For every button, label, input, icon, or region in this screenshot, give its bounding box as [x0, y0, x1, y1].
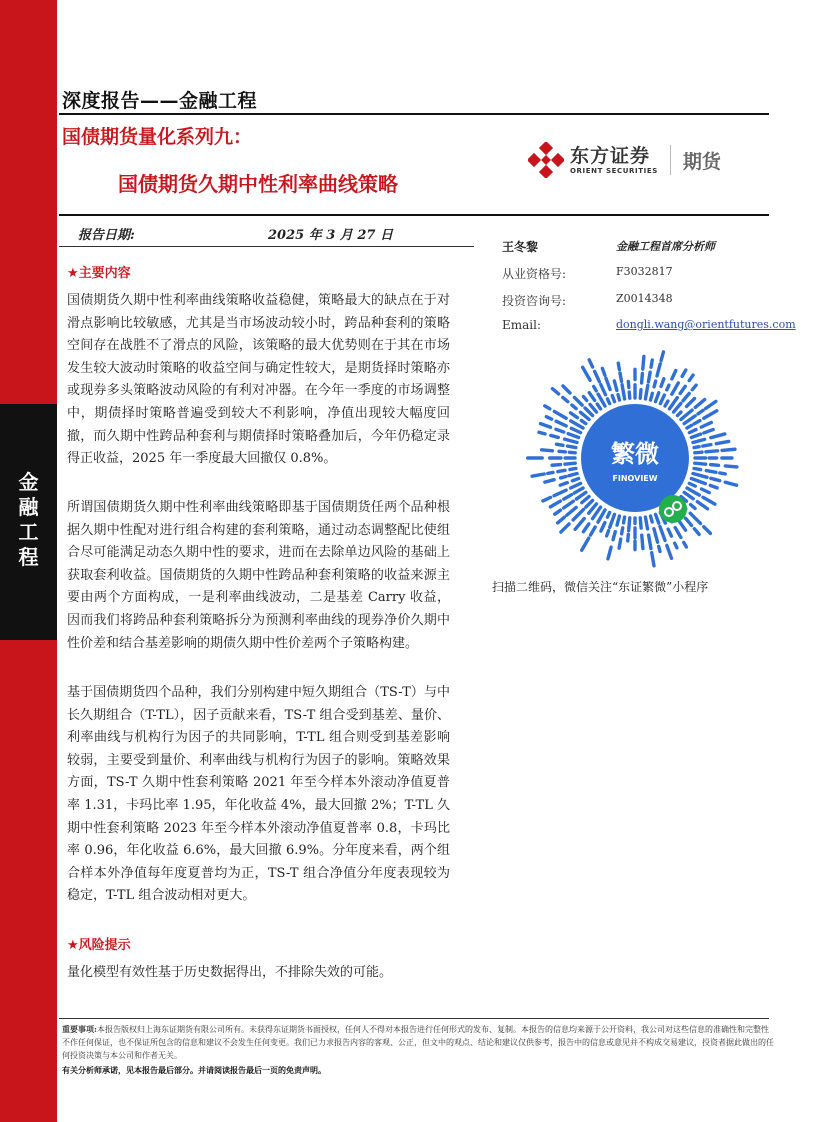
qr-ray [704, 411, 717, 418]
disclaimer [62, 1023, 774, 1062]
qr-ray [620, 373, 621, 381]
series-title: 国债期货量化系列九： [62, 126, 253, 148]
qr-ray [554, 490, 566, 496]
qr-ray [554, 411, 566, 418]
qr-ray [589, 393, 594, 401]
qr-ray [571, 413, 578, 418]
qr-ray [706, 401, 716, 408]
qr-ray [660, 526, 665, 540]
qr-ray [725, 466, 737, 467]
qr-ray [613, 532, 615, 540]
qr-ray [694, 421, 700, 424]
qr-ray [668, 529, 671, 536]
sidebar-category-label [0, 470, 57, 570]
disclaimer-text: 本报告版权归上海东证期货有限公司所有。未获得东证期货书面授权，任何人不得对本报告进行任何形式的发布、复制。本报告的信息均来源于公开资料，我公司对这些信息的准确性和完整性不作任何保证，也不保证所包含的信息和建议不会发生任何变更。我们已力求报告内容的客观、公正，但文中的观点、结论和建议仅供参考，报告中的信息或意见并不构成交易建议，投资者据此做出的任何投资决策与本公司和作者无关。 [62, 1025, 774, 1060]
qr-ray [568, 446, 576, 447]
qr-ray [532, 474, 544, 476]
qr-ray [582, 497, 589, 503]
divider [59, 214, 769, 216]
qr-ray [558, 470, 565, 471]
qr-ray [546, 417, 551, 419]
qr-ray [552, 389, 558, 394]
qr-ray [698, 410, 703, 414]
qr-ray [539, 432, 545, 434]
qr-ray [545, 406, 550, 409]
author-title: 金融工程首席分析师 [616, 240, 715, 253]
sidebar-char: 融 [18, 495, 39, 519]
qr-ray [590, 404, 596, 412]
qr-ray [561, 524, 569, 532]
report-date-label: 报告日期: [78, 228, 135, 243]
qr-ray [575, 518, 584, 529]
qr-ray [694, 447, 699, 448]
qr-ray [704, 527, 711, 534]
qr-ray [570, 468, 576, 469]
qr-ray [617, 516, 619, 525]
qr-ray [628, 382, 629, 388]
qr-ray [545, 480, 554, 482]
qr-ray [571, 483, 581, 488]
sidebar-char: 程 [18, 545, 39, 569]
qr-ray [682, 370, 686, 376]
qr-ray [711, 434, 725, 438]
qr-ray [656, 393, 659, 402]
qr-ray [564, 495, 572, 499]
qr-ray [691, 479, 705, 484]
qr-ray [654, 529, 658, 542]
qr-ray [565, 463, 575, 464]
qr-ray [612, 396, 614, 402]
qr-ray [675, 528, 681, 538]
qr-ray [581, 412, 590, 419]
qr-ray [595, 371, 600, 381]
qr-ray [622, 528, 623, 534]
qr-ray [702, 489, 710, 493]
qr-ray [552, 465, 560, 466]
qr-ray [648, 372, 650, 382]
qr-ray [594, 386, 597, 390]
qr-ray [563, 397, 568, 401]
qr-ray [661, 352, 663, 361]
qr-ray [550, 501, 560, 507]
report-type: 深度报告——金融工程 [62, 90, 258, 112]
qr-ray [568, 434, 578, 438]
qr-ray [689, 483, 695, 486]
qr-ray [711, 478, 720, 480]
qr-ray [657, 364, 660, 376]
qr-ray [628, 534, 629, 541]
logo-name-en: ORIENT SECURITIES [570, 167, 658, 175]
qr-ray [589, 360, 592, 367]
qr-ray [548, 472, 553, 473]
orient-logo-icon [528, 142, 564, 178]
qr-ray [574, 488, 583, 493]
qr-ray [649, 535, 651, 548]
main-content-heading: ★主要内容 [67, 266, 131, 281]
qr-ray [583, 367, 590, 380]
qr-ray [694, 468, 700, 469]
company-logo [528, 142, 721, 178]
qr-ray [722, 449, 735, 450]
paragraph: 国债期货久期中性利率曲线策略收益稳健，策略最大的缺点在于对滑点影响比较敏感，尤其是当市场波动较小时，跨品种套利的策略空间存在战胜不了滑点的风险，该策略的最大优势则在于其在市场发生较大波动时策略的收益空间与确定性较大，是期货择时策略亦或现券多头策略波动风险的有利对冲器。在今年一季度的市场调整中，期债择时策略普遍受到较大不利影响，净值出现较大幅度回撤，而久期中性跨品种套利与期债择时策略叠加后，今年仍稳定录得正收益，2025 年一季度最大回撤仅 0.8%。 [67, 293, 450, 467]
qr-ray [701, 422, 711, 427]
qr-ray [573, 509, 583, 519]
consulting-label: 投资咨询号: [502, 294, 567, 308]
qr-ray [602, 368, 605, 375]
paragraph: 基于国债期货四个品种，我们分别构建中短久期组合（TS-T）与中长久期组合（T-TL），因子贡献来看，TS-T 组合受到基差、量价、利率曲线与机构行为因子的共同影响，T-TL 组合则受到基差影响较弱，主要受到量价、利率曲线与机构行为因子的影响。策略效果方面，TS-T 久期中性套利策略 2021 年至今样本外滚动净值夏普率 1.31，卡玛比率 1.95，年化收益 4%，最大回撤 2%；T-TL 久期中性套利策略 2023 年至今样本外滚动净值夏普率 0.8，卡玛比率 0.96，年化收益 6.6%，最大回撤 6.9%。分年度来看，两个组合样本外净值每年度夏普均为正，TS-T 组合净值分年度表现较为稳定，T-TL 组合波动相对更大。 [67, 685, 450, 904]
qr-ray [695, 463, 706, 464]
qualification-number: F3032817 [616, 265, 673, 278]
qr-ray [667, 385, 669, 390]
qr-ray [643, 356, 644, 369]
qr-center-text: 繁微 [611, 440, 659, 468]
qr-ray [703, 497, 715, 504]
qr-ray [689, 430, 696, 433]
qr-center-sub: FINOVIEW [612, 474, 658, 483]
qr-ray [693, 474, 707, 478]
qr-ray [565, 439, 577, 442]
qr-ray [607, 399, 609, 404]
qr-ray [640, 518, 641, 528]
qr-ray [564, 501, 574, 508]
qr-ray [656, 514, 659, 523]
qr-ray [665, 401, 668, 406]
qr-ray [591, 527, 596, 535]
qr-ray [661, 379, 664, 387]
qr-ray [689, 375, 693, 380]
sidebar-char: 工 [18, 520, 39, 544]
qr-ray [659, 546, 660, 551]
qr-ray [642, 535, 643, 548]
qr-ray [614, 381, 617, 391]
qr-ray [551, 435, 558, 437]
divider [59, 113, 769, 115]
sidebar-red-top [0, 0, 57, 404]
qr-ray [675, 543, 677, 548]
qr-ray [622, 385, 625, 399]
divider [59, 246, 474, 247]
qr-ray [556, 421, 566, 426]
qr-ray [695, 452, 702, 453]
qualification-label: 从业资格号: [502, 267, 567, 281]
qr-ray [651, 360, 652, 367]
qr-ray [569, 452, 575, 453]
report-title: 国债期货久期中性利率曲线策略 [118, 172, 398, 196]
qr-ray [572, 405, 576, 409]
qr-ray [619, 539, 621, 548]
qr-ray [706, 471, 716, 473]
qr-ray [691, 505, 696, 509]
qr-ray [710, 485, 717, 488]
qr-ray [601, 385, 606, 395]
qr-ray [540, 424, 550, 428]
qr-ray [559, 451, 565, 452]
qr-ray [618, 363, 619, 369]
qr-ray [572, 479, 578, 481]
qr-ray [677, 412, 681, 416]
qr-ray [583, 524, 588, 532]
qr-ray [686, 518, 692, 525]
qr-ray [651, 516, 653, 522]
qr-ray [567, 507, 576, 515]
author-name: 王冬黎 [502, 240, 539, 254]
qr-ray [563, 386, 570, 393]
qr-ray [610, 514, 615, 527]
logo-futures: 期货 [682, 150, 721, 173]
qr-ray [720, 473, 725, 474]
qr-ray [704, 430, 713, 433]
qr-ray [569, 474, 577, 476]
report-date-value: 2025 年 3 月 27 日 [268, 228, 393, 243]
qr-ray [556, 444, 562, 445]
qr-ray [645, 385, 647, 398]
qr-ray [618, 395, 619, 400]
qr-ray [667, 545, 672, 558]
qr-ray [684, 492, 693, 498]
qr-ray [581, 420, 586, 423]
qr-ray [687, 398, 695, 406]
qr-ray [624, 517, 625, 523]
qr-ray [706, 451, 718, 452]
qr-ray [607, 512, 609, 517]
qr-ray [542, 450, 553, 451]
qr-ray [558, 517, 565, 523]
qr-ray [629, 518, 630, 531]
qr-ray [561, 476, 566, 477]
qr-ray [652, 553, 654, 566]
divider [59, 1018, 769, 1019]
qr-ray [711, 465, 719, 466]
qr-ray [695, 400, 704, 408]
qr-ray [556, 429, 564, 432]
qr-ray [691, 434, 700, 437]
qr-ray [571, 428, 580, 432]
consulting-number: Z0014348 [616, 292, 673, 305]
qr-ray [683, 393, 689, 400]
qr-ray [684, 542, 687, 547]
qr-ray [583, 397, 586, 401]
risk-text: 量化模型有效性基于历史数据得出，不排除失效的可能。 [67, 965, 393, 980]
qr-caption: 扫描二维码，微信关注“东证繁微”小程序 [492, 580, 709, 594]
qr-ray [582, 538, 589, 550]
qr-ray [660, 395, 664, 404]
qr-ray [694, 529, 699, 535]
qr-ray [629, 392, 630, 398]
qr-ray [642, 373, 643, 383]
qr-ray [586, 500, 593, 507]
qr-ray [597, 404, 600, 409]
logo-name-cn: 东方证券 [570, 145, 651, 167]
qr-ray [574, 397, 582, 405]
logo-separator [670, 145, 671, 175]
qr-ray [601, 523, 605, 532]
qr-ray [543, 497, 551, 501]
sidebar-red-bottom [0, 640, 57, 1122]
qr-ray [585, 408, 593, 416]
qr-ray [693, 439, 705, 442]
qr-ray [697, 502, 707, 509]
qr-ray [672, 383, 678, 394]
qr-ray [608, 547, 611, 559]
risk-heading: ★风险提示 [67, 938, 131, 953]
qr-ray [645, 517, 647, 529]
qr-ray [725, 482, 736, 485]
qr-ray [703, 445, 711, 446]
qr-ray [680, 386, 685, 393]
analyst-statement: 有关分析师承诺，见本报告最后部分。并请阅读报告最后一页的免责声明。 [62, 1065, 326, 1075]
qr-ray [576, 492, 585, 499]
qr-ray [651, 393, 653, 400]
sidebar-char: 金 [18, 470, 39, 494]
email-label: Email: [502, 318, 542, 332]
qr-ray [654, 381, 656, 387]
qr-ray [716, 441, 728, 443]
qr-ray [606, 378, 610, 389]
qr-ray [692, 385, 696, 390]
disclaimer-label: 重要事项: [62, 1024, 97, 1034]
email-link[interactable]: dongli.wang@orientfutures.com [616, 318, 796, 331]
qr-ray [560, 483, 567, 486]
wechat-miniprogram-icon [659, 495, 687, 523]
qr-code[interactable] [509, 345, 761, 571]
qr-ray [640, 390, 641, 399]
qr-ray [607, 531, 609, 536]
qr-ray [672, 370, 676, 378]
qr-ray [555, 510, 561, 514]
paragraph: 所谓国债期货久期中性利率曲线策略即基于国债期货任两个品种根据久期中性配对进行组合构建的套利策略，通过动态调整配比使组合尽可能满足动态久期中性的要求，进而在去除单边风险的基础上获取套利收益。国债期货的久期中性跨品种套利策略的收益来源主要由两个方面构成，一是利率曲线波动，二是基差 Carry 收益，因而我们将跨品种套利策略拆分为预测利率曲线的现券净价久期中性价差和结合基差影响的期债久期中性价差两个子策略构建。 [67, 500, 450, 651]
qr-ray [690, 513, 700, 523]
qr-ray [687, 425, 691, 428]
qr-ray [674, 403, 681, 412]
